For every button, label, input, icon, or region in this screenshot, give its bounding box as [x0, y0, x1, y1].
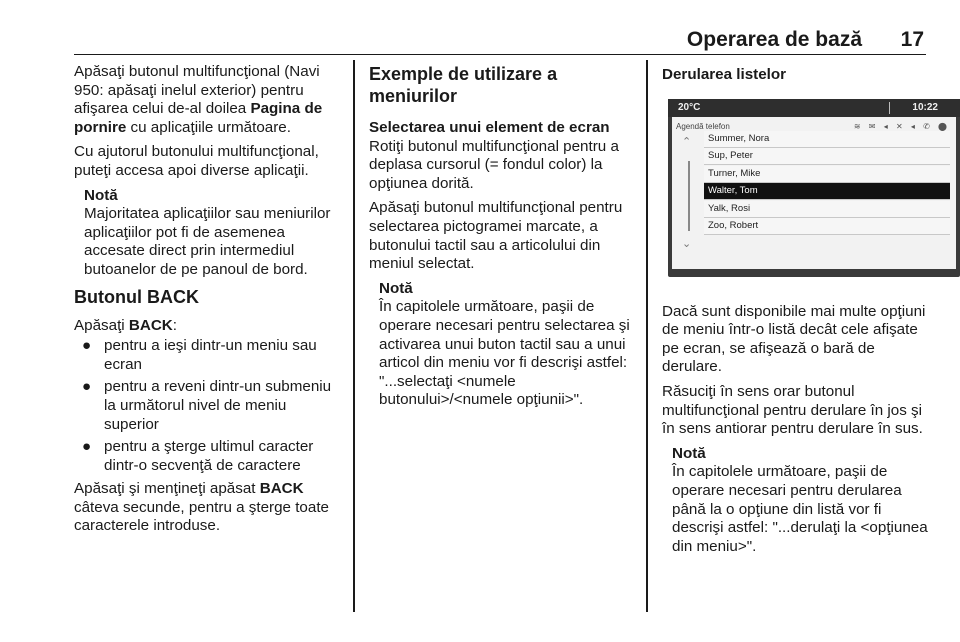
note-block: [672, 445, 930, 557]
list-item: Turner, Mike: [704, 166, 950, 183]
scrollbar-paragraph: Dacă sunt disponibile mai multe opţiuni de meniu într-o listă decât cele afişate pe ecran, se afişează o bară de derulare.: [662, 302, 926, 376]
scroll-up-icon: ⌃: [682, 135, 692, 148]
note-block: [84, 187, 342, 280]
note-title: Notă: [84, 186, 118, 204]
status-icons: ≋ ✉ ◂ ✕ ◂ ✆ ⬤: [853, 121, 950, 131]
bullet-icon: ●: [82, 438, 92, 456]
list-item: ● pentru a reveni dintr-un submeniu la următorul nivel de meniu superior: [82, 378, 332, 433]
status-separator: [889, 102, 890, 114]
infotainment-screen-illustration: [668, 99, 960, 277]
phonebook-title: Agendă telefon: [676, 121, 730, 131]
note-text: În capitolele următoare, paşii de operare necesari pentru derularea până la o opţiune din listă vor fi descrişi astfel: "...derulaţi la <opţiunea din meniu>".: [672, 463, 928, 555]
subheading-select: Selectarea unui element de ecran: [369, 119, 610, 136]
phonebook-panel: [672, 117, 956, 269]
list-item-selected: Walter, Tom: [704, 183, 950, 200]
list-item: Yalk, Rosi: [704, 201, 950, 218]
section-heading-back: Butonul BACK: [74, 286, 199, 307]
intro-paragraph: Apăsaţi butonul multifuncţional (Navi 950: apăsaţi inelul exterior) pentru afişarea celui de-al doilea Pagina de pornire cu aplicaţiile următoare.: [74, 63, 323, 136]
column-left: [74, 63, 342, 542]
home-page-term: Pagina de pornire: [74, 100, 323, 136]
select-paragraph: Apăsaţi butonul multifuncţional pentru selectarea pictogramei marcate, a butonului tactil sau a articolului din meniul selectat.: [369, 199, 623, 273]
page-title: Operarea de bază: [686, 28, 862, 51]
list-item: Summer, Nora: [704, 131, 950, 148]
subheading-scroll: Derularea listelor: [662, 66, 787, 83]
rotate-scroll-paragraph: Răsuciţi în sens orar butonul multifuncţional pentru derulare în jos şi în sens antiorar pentru derulare în sus.: [662, 382, 923, 438]
note-title: Notă: [672, 444, 706, 462]
note-block: [379, 280, 635, 410]
press-back-line: Apăsaţi BACK:: [74, 316, 177, 334]
list-item: ● pentru a ieşi dintr-un meniu sau ecran: [82, 337, 317, 373]
list-item: Zoo, Robert: [704, 218, 950, 235]
clock-readout: 10:22: [912, 101, 938, 113]
list-item: Sup, Peter: [704, 148, 950, 165]
scroll-thumb: [688, 161, 690, 231]
access-paragraph: Cu ajutorul butonului multifuncţional, puteţi accesa apoi diverse aplicaţii.: [74, 143, 319, 179]
note-text: Majoritatea aplicaţiilor sau meniurilor aplicaţiilor pot fi de asemenea accesate direct prin intermediul butoanelor de pe panoul de bord.: [84, 205, 331, 278]
scroll-down-icon: ⌄: [682, 237, 692, 250]
column-divider-1: [353, 60, 355, 612]
page-number: 17: [900, 28, 924, 51]
rotate-paragraph: Rotiţi butonul multifuncţional pentru a deplasa cursorul (= fondul color) la opţiunea dorită.: [369, 137, 619, 192]
note-title: Notă: [379, 279, 413, 297]
bullet-icon: ●: [82, 337, 92, 355]
column-divider-2: [646, 60, 648, 612]
contact-list: [704, 131, 950, 236]
back-bullet-list: [74, 337, 342, 475]
section-heading-examples: Exemple de utilizare a meniurilor: [369, 64, 558, 106]
list-item: ● pentru a şterge ultimul caracter dintr-o secvenţă de caractere: [82, 438, 314, 474]
column-right: [662, 63, 950, 562]
note-text: În capitolele următoare, paşii de operare necesari pentru selectarea şi activarea unui buton tactil sau a unui articol din meniu vor fi descrişi astfel: "...selectaţi <numele butonului>/<numele opţiunii>".: [379, 298, 630, 409]
temperature-readout: 20°C: [678, 101, 701, 113]
scrollbar: [678, 131, 698, 271]
hold-back-paragraph: Apăsaţi şi menţineţi apăsat BACK câteva secunde, pentru a şterge toate caracterele introduse.: [74, 480, 329, 535]
bullet-icon: ●: [82, 378, 92, 396]
page-header: [74, 28, 926, 55]
column-middle: [369, 63, 635, 416]
screen-status-bar: [668, 99, 960, 117]
